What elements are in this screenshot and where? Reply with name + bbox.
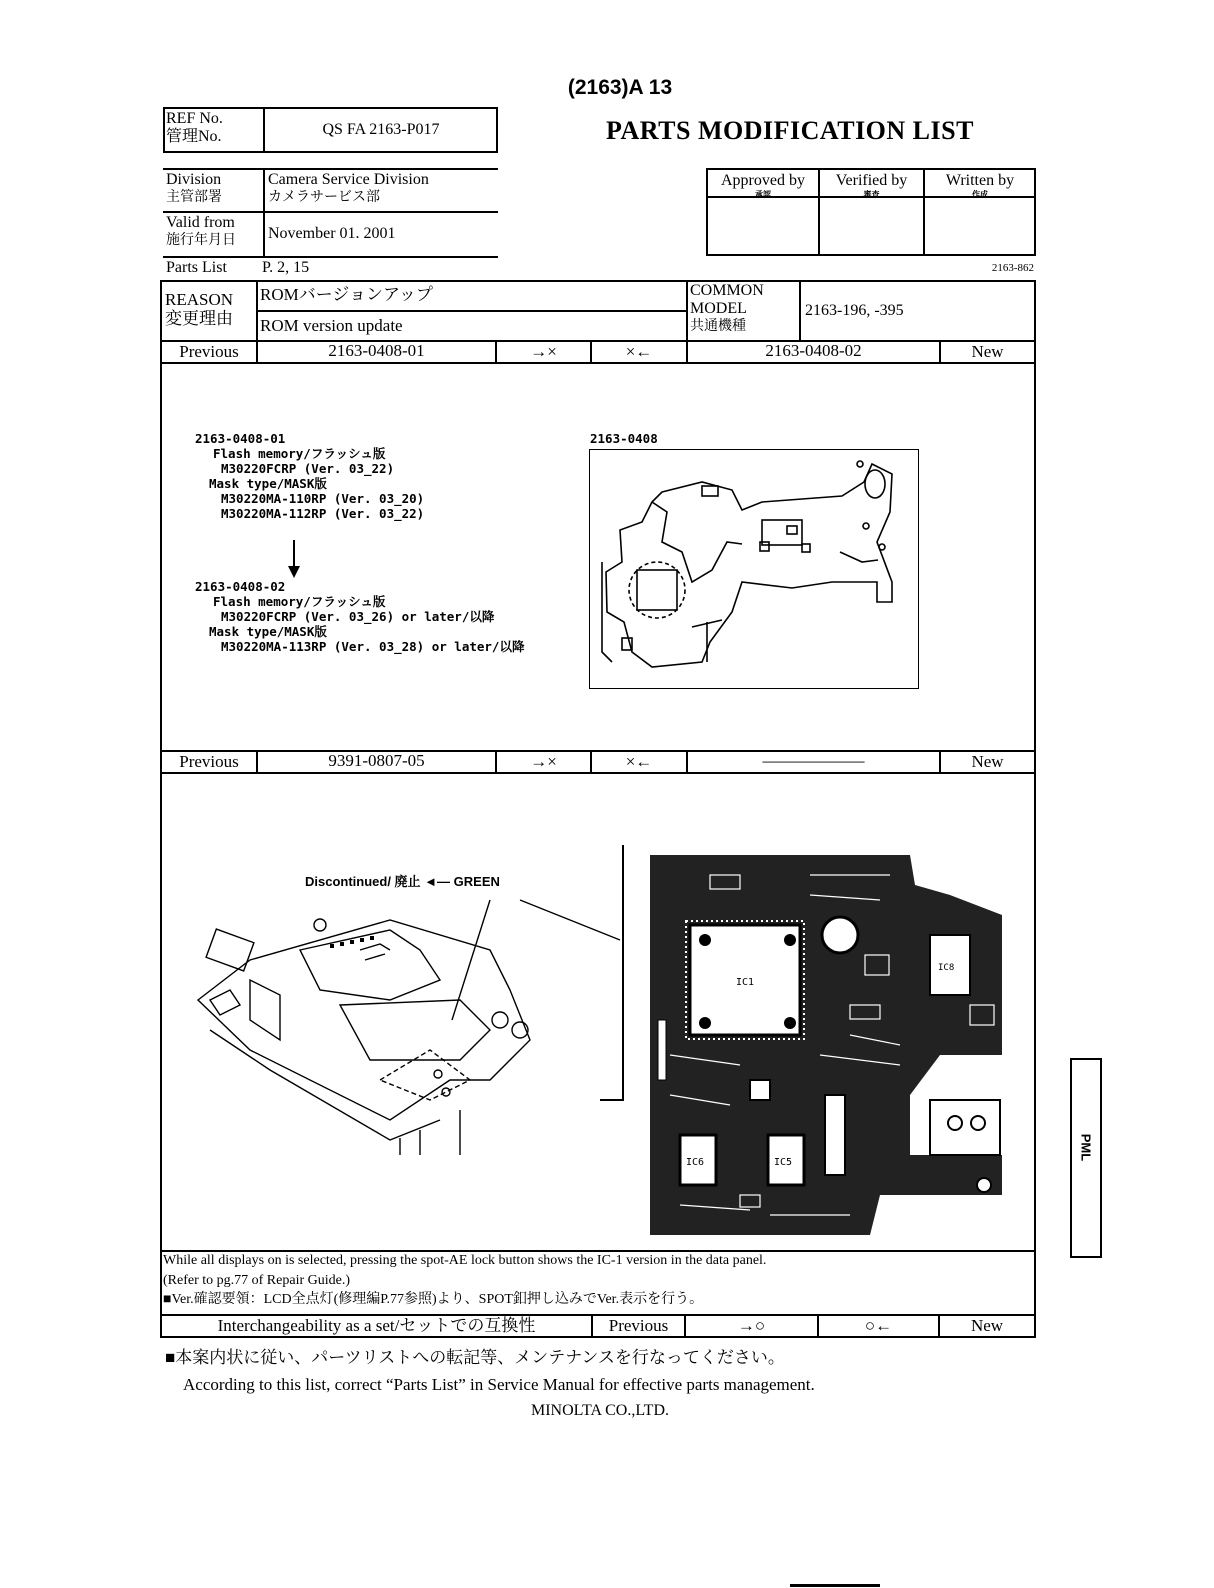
row1-previous-part: 2163-0408-01 — [328, 341, 425, 360]
ic5-label: IC5 — [774, 1157, 793, 1168]
footer-en-note: According to this list, correct “Parts List” in Service Manual for effective parts management. — [183, 1375, 815, 1394]
valid-from-value: November 01. 2001 — [268, 225, 396, 242]
reason-value-en: ROM version update — [260, 316, 403, 335]
division-value: Camera Service Division カメラサービス部 — [268, 171, 429, 205]
row1-arrow-left: ×← — [625, 342, 653, 361]
interchange-new: New — [970, 1316, 1004, 1335]
written-by-label: Written by 作成 — [945, 172, 1015, 199]
document-code: (2163)A 13 — [567, 76, 673, 99]
ic6-label: IC6 — [686, 1157, 705, 1168]
row2-previous-label: Previous — [179, 752, 239, 771]
row2-arrow-left: ×← — [625, 752, 653, 771]
row2-new-part: ―――――― — [762, 751, 865, 770]
row1-previous-label: Previous — [179, 342, 239, 361]
row2-arrow-right: →× — [530, 752, 557, 771]
common-model-label: COMMON MODEL 共通機種 — [690, 282, 764, 334]
interchange-arrow-right: →○ — [737, 1316, 766, 1335]
approved-by-label: Approved by 承認 — [721, 172, 805, 199]
row1-detail-text-new: 2163-0408-02 Flash memory/フラッシュ版 M30220FCRP (Ver. 03_26) or later/以降 Mask type/MASK版 M30220MA-113RP (Ver. 03_28) or later/以降 — [195, 579, 525, 654]
note-line-3: ■Ver.確認要領：LCD全点灯(修理編P.77参照)より、SPOT釦押し込みでVer.表示を行う。 — [163, 1292, 704, 1307]
bottom-edge-mark — [790, 1584, 880, 1587]
reason-value-jp: ROMバージョンアップ — [260, 285, 433, 304]
common-model-value: 2163-196, -395 — [805, 302, 904, 319]
interchange-label: Interchangeability as a set/セットでの互換性 — [217, 1316, 536, 1335]
row1-new-part: 2163-0408-02 — [765, 341, 862, 360]
note-line-1: While all displays on is selected, pressing the spot-AE lock button shows the IC-1 version in the data panel. — [163, 1253, 767, 1268]
row1-detail-text: 2163-0408-01 Flash memory/フラッシュ版 M30220FCRP (Ver. 03_22) Mask type/MASK版 M30220MA-110RP (Ver. 03_20) M30220MA-112RP (Ver. 03_22) — [195, 431, 425, 521]
ic1-label: IC1 — [736, 977, 755, 988]
row2-previous-part: 9391-0807-05 — [328, 751, 425, 770]
division-label: Division 主管部署 — [166, 171, 222, 205]
row1-new-label: New — [971, 342, 1004, 361]
interchange-previous: Previous — [608, 1316, 669, 1335]
ref-number: QS FA 2163-P017 — [322, 121, 440, 138]
down-arrow-icon — [284, 540, 304, 580]
board-assembly-drawing — [190, 880, 640, 1160]
parts-list-value: P. 2, 15 — [262, 259, 310, 276]
verified-by-label: Verified by 審査 — [835, 172, 908, 199]
valid-from-label: Valid from 施行年月日 — [166, 214, 236, 248]
ic8-label: IC8 — [938, 963, 955, 973]
row1-arrow-right: →× — [530, 342, 557, 361]
pcb-photo — [650, 855, 1002, 1235]
company-name: MINOLTA CO.,LTD. — [531, 1402, 669, 1419]
interchange-arrow-left: ○← — [864, 1316, 893, 1335]
side-tab-label: PML — [1078, 1133, 1094, 1162]
note-line-2: (Refer to pg.77 of Repair Guide.) — [163, 1273, 350, 1288]
pcb-drawing — [592, 452, 916, 686]
row2-new-label: New — [971, 752, 1004, 771]
page-title: PARTS MODIFICATION LIST — [606, 116, 974, 145]
ref-label: REF No. 管理No. — [166, 110, 223, 145]
doc-sub-code: 2163-862 — [991, 262, 1034, 274]
footer-jp-note: ■本案内状に従い、パーツリストへの転記等、メンテナンスを行なってください。 — [165, 1348, 785, 1367]
discontinued-callout: Discontinued/ 廃止 ◄— GREEN — [305, 874, 500, 889]
reason-label: REASON 変更理由 — [165, 290, 234, 328]
parts-list-label: Parts List — [166, 259, 227, 276]
figure-label: 2163-0408 — [590, 431, 658, 446]
